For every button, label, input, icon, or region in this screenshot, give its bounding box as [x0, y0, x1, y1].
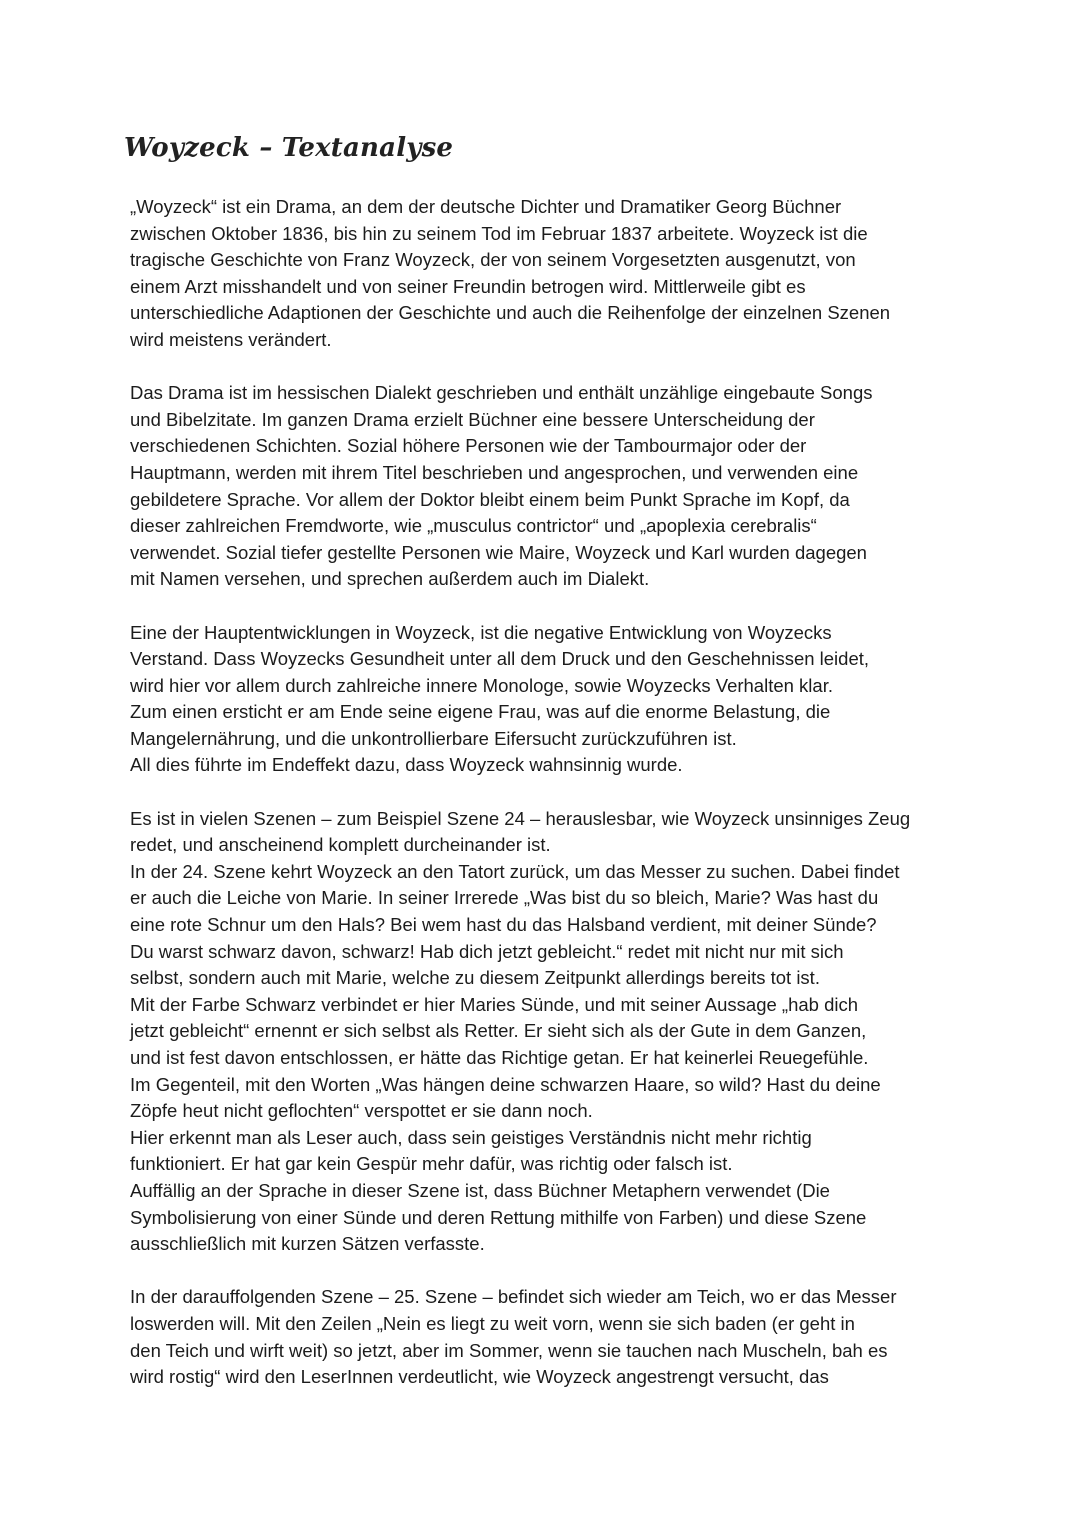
text-line: funktioniert. Er hat gar kein Gespür mehr dafür, was richtig oder falsch ist.	[130, 1153, 733, 1175]
text-line: „Woyzeck“ ist ein Drama, an dem der deutsche Dichter und Dramatiker Georg Büchner	[130, 196, 842, 217]
document-title: Woyzeck – Textanalyse	[124, 133, 454, 163]
text-line: und Bibelzitate. Im ganzen Drama erzielt Büchner eine bessere Unterscheidung der	[130, 408, 815, 430]
text-line: Das Drama ist im hessischen Dialekt geschrieben und enthält unzählige eingebaute Songs	[130, 382, 873, 404]
text-line: Auffällig an der Sprache in dieser Szene ist, dass Büchner Metaphern verwendet (Die	[130, 1179, 830, 1201]
text-line: einem Arzt misshandelt und von seiner Freundin betrogen wird. Mittlerweile gibt es	[130, 275, 806, 297]
text-line: verwendet. Sozial tiefer gestellte Personen wie Maire, Woyzeck und Karl wurden dagegen	[130, 541, 867, 563]
text-line: selbst, sondern auch mit Marie, welche zu diesem Zeitpunkt allerdings bereits tot ist.	[130, 967, 820, 989]
text-line: loswerden will. Mit den Zeilen „Nein es liegt zu weit vorn, wenn sie sich baden (er geht in	[130, 1312, 855, 1334]
text-line: und ist fest davon entschlossen, er hätte das Richtige getan. Er hat keinerlei Reuegefühle.	[130, 1047, 869, 1068]
text-line: Hier erkennt man als Leser auch, dass sein geistiges Verständnis nicht mehr richtig	[130, 1126, 812, 1148]
text-line: tragische Geschichte von Franz Woyzeck, der von seinem Vorgesetzten ausgenutzt, von	[130, 249, 856, 271]
text-line: wird rostig“ wird den LeserInnen verdeutlicht, wie Woyzeck angestrengt versucht, das	[130, 1366, 829, 1388]
paragraph	[130, 194, 960, 354]
text-line: unterschiedliche Adaptionen der Geschichte und auch die Reihenfolge der einzelnen Szenen	[130, 302, 891, 324]
text-line: Hauptmann, werden mit ihrem Titel beschrieben und angesprochen, und verwenden eine	[130, 461, 859, 483]
text-line: verschiedenen Schichten. Sozial höhere Personen wie der Tambourmajor oder der	[130, 435, 807, 457]
text-line: In der darauffolgenden Szene – 25. Szene – befindet sich wieder am Teich, wo er das Messer	[130, 1286, 897, 1308]
text-line: In der 24. Szene kehrt Woyzeck an den Tatort zurück, um das Messer zu suchen. Dabei findet	[130, 860, 900, 882]
paragraph-gap	[130, 354, 960, 381]
paragraph-gap	[130, 1258, 960, 1285]
paragraph	[130, 620, 960, 780]
text-line: den Teich und wirft weit) so jetzt, aber im Sommer, wenn sie tauchen nach Muscheln, bah es	[130, 1339, 888, 1361]
paragraph	[130, 806, 960, 1258]
text-line: Es ist in vielen Szenen – zum Beispiel Szene 24 – herauslesbar, wie Woyzeck unsinniges Zeug	[130, 807, 911, 829]
text-line: Zum einen ersticht er am Ende seine eigene Frau, was auf die enorme Belastung, die	[130, 701, 831, 723]
text-line: Im Gegenteil, mit den Worten „Was hängen deine schwarzen Haare, so wild? Hast du deine	[130, 1073, 881, 1095]
text-line: Mit der Farbe Schwarz verbindet er hier Maries Sünde, und mit seiner Aussage „hab dich	[130, 993, 859, 1015]
text-line: All dies führte im Endeffekt dazu, dass Woyzeck wahnsinnig wurde.	[130, 754, 683, 776]
paragraph-gap	[130, 593, 960, 620]
text-line: wird meistens verändert.	[130, 328, 332, 350]
text-line: Symbolisierung von einer Sünde und deren Rettung mithilfe von Farben) und diese Szene	[130, 1206, 867, 1228]
text-line: zwischen Oktober 1836, bis hin zu seinem Tod im Februar 1837 arbeitete. Woyzeck ist die	[130, 222, 868, 244]
text-line: er auch die Leiche von Marie. In seiner Irrerede „Was bist du so bleich, Marie? Was hast du	[130, 887, 879, 909]
text-line: Eine der Hauptentwicklungen in Woyzeck, ist die negative Entwicklung von Woyzecks	[130, 621, 832, 643]
text-line: Mangelernährung, und die unkontrollierbare Eifersucht zurückzuführen ist.	[130, 727, 737, 749]
text-line: ausschließlich mit kurzen Sätzen verfasste.	[130, 1233, 485, 1255]
text-line: jetzt gebleicht“ ernennt er sich selbst als Retter. Er sieht sich als der Gute in dem Ganzen,	[130, 1020, 867, 1042]
paragraph	[130, 1284, 960, 1390]
document-body	[130, 194, 960, 1391]
paragraph-gap	[130, 779, 960, 806]
text-line: wird hier vor allem durch zahlreiche innere Monologe, sowie Woyzecks Verhalten klar.	[130, 674, 833, 696]
text-line: Zöpfe heut nicht geflochten“ verspottet er sie dann noch.	[130, 1100, 593, 1122]
text-line: Verstand. Dass Woyzecks Gesundheit unter all dem Druck und den Geschehnissen leidet,	[130, 648, 870, 670]
text-line: eine rote Schnur um den Hals? Bei wem hast du das Halsband verdient, mit deiner Sünde?	[130, 914, 877, 936]
text-line: mit Namen versehen, und sprechen außerdem auch im Dialekt.	[130, 568, 650, 590]
text-line: gebildetere Sprache. Vor allem der Doktor bleibt einem beim Punkt Sprache im Kopf, da	[130, 488, 850, 510]
paragraph	[130, 380, 960, 593]
text-line: Du warst schwarz davon, schwarz! Hab dich jetzt gebleicht.“ redet mit nicht nur mit sich	[130, 940, 844, 962]
text-line: dieser zahlreichen Fremdworte, wie „musculus contrictor“ und „apoplexia cerebralis“	[130, 515, 817, 537]
text-line: redet, und anscheinend komplett durcheinander ist.	[130, 834, 551, 856]
